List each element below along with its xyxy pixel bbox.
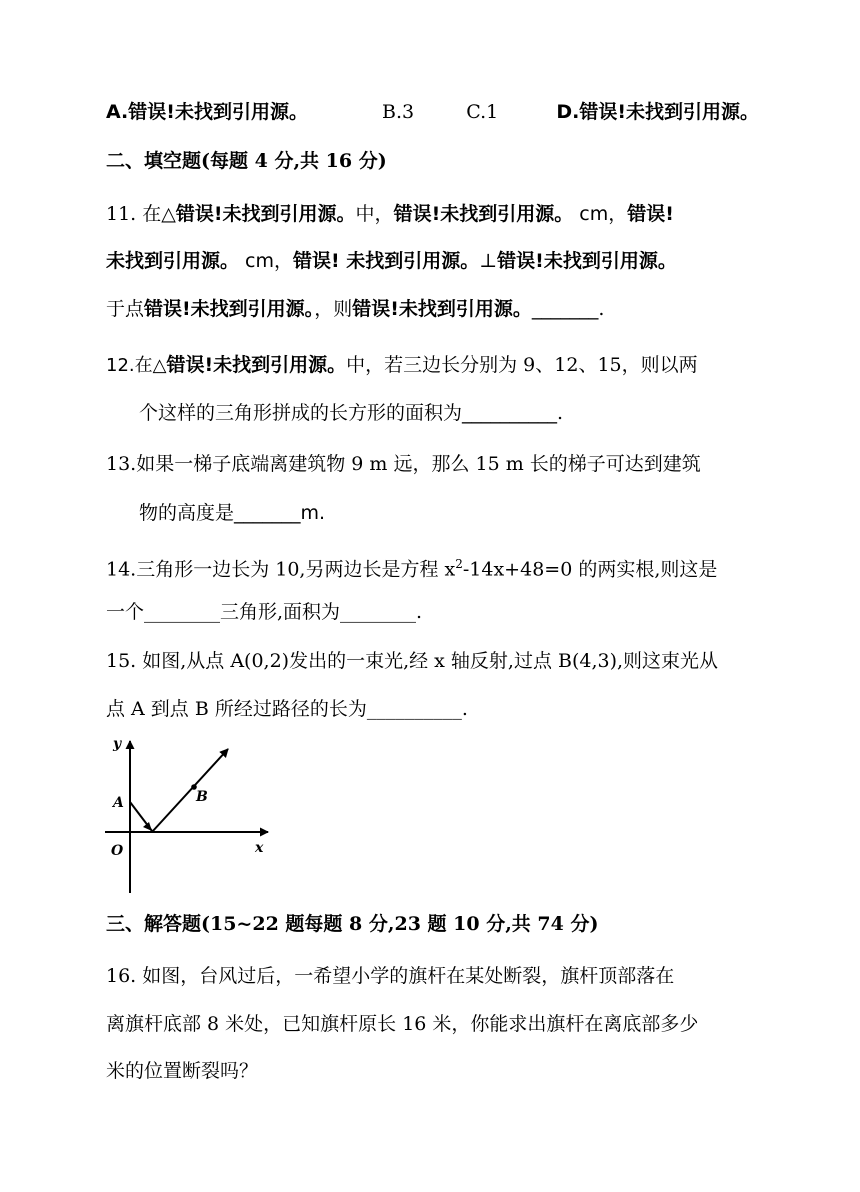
q11-line-2 [106, 249, 677, 273]
q14-text: 14.三角形一边长为 10,另两边长是方程 x [106, 558, 456, 581]
q11-perp-symbol: ⊥ [479, 250, 498, 272]
q15-line-1: 15. 如图,从点 A(0,2)发出的一束光,经 x 轴反射,过点 B(4,3),则这束光从 [106, 650, 719, 672]
q14-exponent: 2 [455, 557, 463, 571]
q12-text: . [557, 402, 564, 424]
options-row [106, 100, 759, 124]
q14-text: -14x+48=0 的两实根,则这是 [462, 558, 718, 581]
q11-error-ref: 错误!未找到引用源。 [352, 298, 532, 320]
q11-error-ref: 错误!未找到引用源。 [497, 250, 677, 272]
reflected-ray [152, 749, 228, 832]
q11-error-ref: 错误! [627, 203, 674, 225]
option-d: D.错误!未找到引用源。 [556, 101, 759, 123]
q11-text: . [598, 298, 605, 320]
option-b: B.3 [382, 101, 415, 123]
q12-text: 12.在△ [106, 355, 167, 376]
q13-text: m. [300, 502, 326, 524]
q11-error-ref: 错误!未找到引用源。 [144, 298, 315, 320]
q11-answer-blank: _______ [531, 298, 599, 320]
q11-text: ，则 [314, 298, 353, 320]
section-title-answer: 三、解答题(15~22 题每题 8 分,23 题 10 分,共 74 分) [106, 913, 599, 935]
q14-line-2: 一个________三角形,面积为________. [106, 601, 423, 623]
option-a: A.错误!未找到引用源。 [106, 101, 308, 123]
q13-line-1: 13.如果一梯子底端离建筑物 9 m 远，那么 15 m 长的梯子可达到建筑 [106, 453, 701, 475]
incident-arrowhead [143, 822, 152, 831]
q13-answer-blank: _______ [234, 502, 301, 524]
q14-line-1 [106, 552, 717, 581]
option-c: C.1 [466, 101, 499, 123]
q15-reflection-figure [100, 733, 275, 895]
point-a-label: A [113, 795, 124, 811]
q13-text: 物的高度是 [139, 502, 235, 524]
q11-error-ref: 错误!未找到引用源。 [175, 203, 356, 225]
q11-error-ref: 错误! 未找到引用源。 [293, 250, 480, 272]
q12-error-ref: 错误!未找到引用源。 [166, 354, 347, 376]
x-axis-label: x [255, 840, 264, 856]
q12-text: 个这样的三角形拼成的长方形的面积为 [139, 402, 463, 424]
q11-text: 中， [355, 203, 394, 225]
q11-unit: cm， [239, 250, 294, 272]
q11-line-3 [106, 297, 604, 321]
q16-line-2: 离旗杆底部 8 米处，已知旗杆原长 16 米，你能求出旗杆在离底部多少 [106, 1013, 699, 1035]
q11-unit: cm， [573, 203, 628, 225]
q12-answer-blank: __________ [462, 402, 558, 424]
q11-text: 11. 在△ [106, 203, 176, 225]
q15-line-2: 点 A 到点 B 所经过路径的长为__________. [106, 698, 468, 720]
q11-error-ref: 错误!未找到引用源。 [393, 203, 574, 225]
q13-line-2 [139, 501, 325, 525]
q11-text: 于点 [106, 298, 145, 320]
q12-line-2 [139, 401, 563, 425]
q11-line-1 [106, 202, 674, 226]
q12-text: 中，若三边长分别为 9、12、15，则以两 [346, 354, 698, 376]
q16-line-3: 米的位置断裂吗？ [106, 1060, 259, 1082]
point-b-label: B [196, 789, 208, 805]
q11-error-ref: 未找到引用源。 [106, 250, 240, 272]
section-title-fill-in: 二、填空题(每题 4 分,共 16 分) [106, 150, 387, 172]
origin-label: O [111, 843, 124, 859]
q12-line-1 [106, 353, 698, 378]
y-axis-label: y [113, 736, 122, 752]
q16-line-1: 16. 如图，台风过后，一希望小学的旗杆在某处断裂，旗杆顶部落在 [106, 965, 675, 987]
